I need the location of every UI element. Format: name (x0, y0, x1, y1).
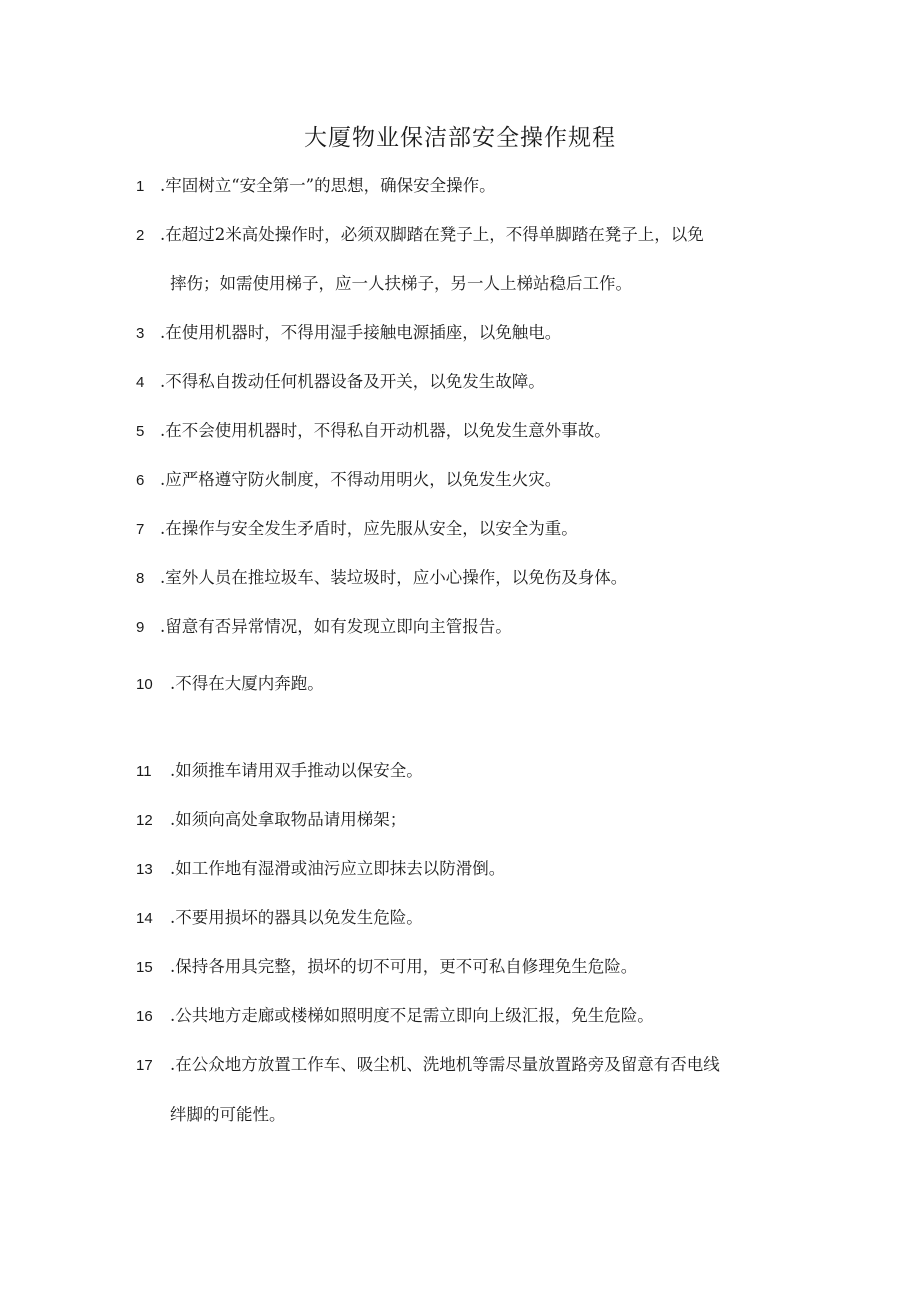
rule-text: .留意有否异常情况，如有发现立即向主管报告。 (160, 617, 512, 636)
rule-item-9 (136, 615, 816, 640)
rule-item-15 (136, 955, 816, 980)
rule-text: .牢固树立“安全第一”的思想，确保安全操作。 (160, 176, 496, 195)
rule-text: .如须向高处拿取物品请用梯架； (170, 810, 407, 829)
rule-item-4 (136, 370, 816, 395)
rule-text: .如工作地有湿滑或油污应立即抹去以防滑倒。 (170, 859, 506, 878)
rule-number: 7 (136, 521, 145, 538)
rule-number: 14 (136, 910, 153, 927)
rule-number: 12 (136, 812, 153, 829)
rule-text: .在超过2米高处操作时，必须双脚踏在凳子上，不得单脚踏在凳子上，以免 (160, 225, 704, 244)
rule-text: .如须推车请用双手推动以保安全。 (170, 761, 423, 780)
rule-number: 16 (136, 1008, 153, 1025)
rule-number: 13 (136, 861, 153, 878)
rule-item-1 (136, 174, 816, 199)
document-title: 大厦物业保洁部安全操作规程 (304, 125, 616, 151)
rule-item-10 (136, 672, 816, 697)
rule-item-7 (136, 517, 816, 542)
rule-item-8 (136, 566, 816, 591)
rule-text: .在使用机器时，不得用湿手接触电源插座，以免触电。 (160, 323, 562, 342)
rule-number: 3 (136, 325, 145, 342)
rule-number: 15 (136, 959, 153, 976)
rule-item-2-continuation: 摔伤；如需使用梯子，应一人扶梯子，另一人上梯站稳后工作。 (170, 274, 632, 293)
rule-text: .在不会使用机器时，不得私自开动机器，以免发生意外事故。 (160, 421, 611, 440)
rule-item-11 (136, 759, 816, 784)
rule-item-3 (136, 321, 816, 346)
rule-item-17 (136, 1053, 816, 1078)
rule-item-2 (136, 223, 816, 248)
rule-number: 17 (136, 1057, 153, 1074)
rule-text: .在公众地方放置工作车、吸尘机、洗地机等需尽量放置路旁及留意有否电线 (170, 1055, 720, 1074)
rule-text: .在操作与安全发生矛盾时，应先服从安全，以安全为重。 (160, 519, 578, 538)
rule-item-17-continuation: 绊脚的可能性。 (170, 1105, 286, 1124)
rule-text: .不得私自拨动任何机器设备及开关，以免发生故障。 (160, 372, 545, 391)
rule-item-13 (136, 857, 816, 882)
rule-number: 8 (136, 570, 145, 587)
rule-item-14 (136, 906, 816, 931)
rule-text: .保持各用具完整，损坏的切不可用，更不可私自修理免生危险。 (170, 957, 638, 976)
rule-text: .公共地方走廊或楼梯如照明度不足需立即向上级汇报，免生危险。 (170, 1006, 654, 1025)
rule-number: 2 (136, 227, 145, 244)
rule-number: 5 (136, 423, 145, 440)
rule-item-6 (136, 468, 816, 493)
rule-number: 4 (136, 374, 145, 391)
rule-text: .不得在大厦内奔跑。 (170, 674, 324, 693)
rule-item-16 (136, 1004, 816, 1029)
rule-item-12 (136, 808, 816, 833)
rule-number: 11 (136, 763, 152, 780)
rule-item-5 (136, 419, 816, 444)
rule-number: 6 (136, 472, 145, 489)
rule-text: .应严格遵守防火制度，不得动用明火，以免发生火灾。 (160, 470, 562, 489)
rule-number: 10 (136, 676, 153, 693)
rule-number: 1 (136, 178, 145, 195)
rule-text: .不要用损坏的器具以免发生危险。 (170, 908, 423, 927)
rule-number: 9 (136, 619, 145, 636)
rule-text: .室外人员在推垃圾车、装垃圾时，应小心操作，以免伤及身体。 (160, 568, 628, 587)
